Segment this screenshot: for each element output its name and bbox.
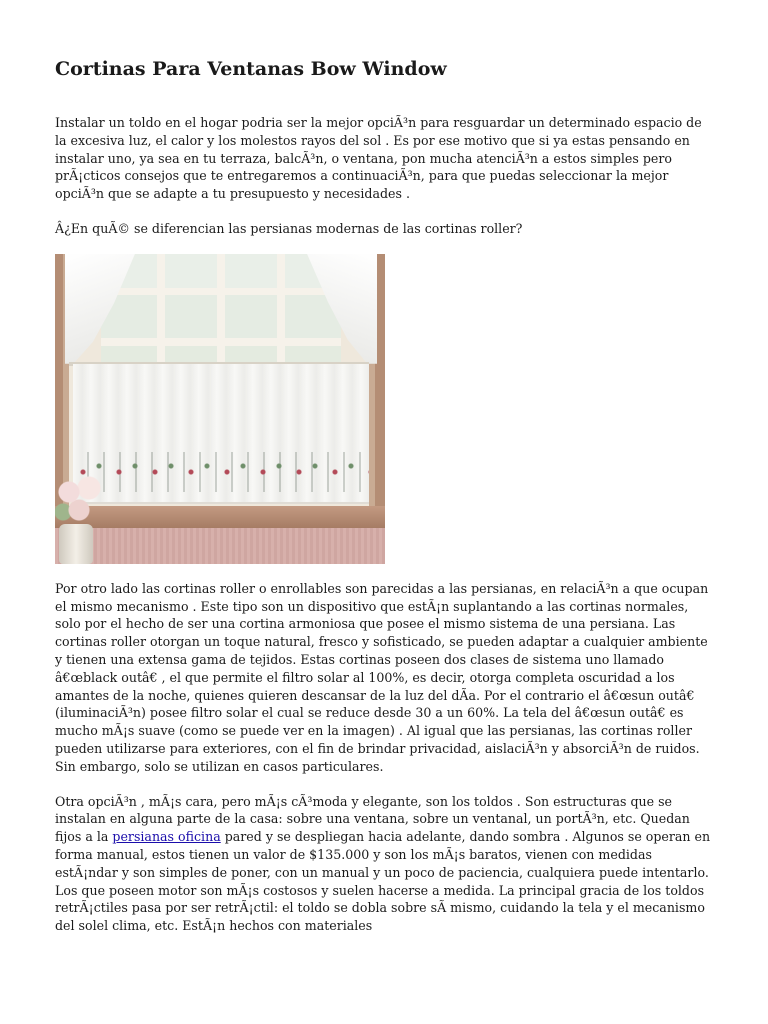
toldos-text-start: Otra opciÃ³n , mÃ¡s cara, pero mÃ¡s cÃ³moda y elegante, son los toldos . Son estructuras que se instalan en alguna parte de la casa: sobre una ventana, sobre un ventanal, un portÃ³n, etc. Quedan fijos a la: [55, 793, 690, 845]
toldos-paragraph: [55, 793, 715, 935]
document-page: [55, 56, 715, 935]
roller-paragraph: Por otro lado las cortinas roller o enrollables son parecidas a las persianas, en relaciÃ³n a que ocupan el mismo mecanismo . Este tipo son un dispositivo que estÃ¡n suplantando a las cortinas normales, solo por el hecho de ser una cortina armoniosa que posee el mismo sistema de una persiana. Las cortinas roller otorgan un toque natural, fresco y sofisticado, se pueden adaptar a cualquier ambiente y tienen una extensa gama de tejidos. Estas cortinas poseen dos clases de sistema uno llamado â€œblack outâ€ , el que permite el filtro solar al 100%, es decir, otorga completa oscuridad a los amantes de la noche, quienes quieren descansar de la luz del dÃa. Por el contrario el â€œsun outâ€(iluminaciÃ³n) posee filtro solar el cual se reduce desde 30 a un 60%. La tela del â€œsun outâ€ es mucho mÃ¡s suave (como se puede ver en la imagen) . Al igual que las persianas, las cortinas roller pueden utilizarse para exteriores, con el fin de brindar privacidad, aislaciÃ³n y absorciÃ³n de ruidos. Sin embargo, solo se utilizan en casos particulares.: [55, 580, 709, 774]
toldos-text-end: pared y se despliegan hacia adelante, dando sombra . Algunos se operan en forma manual, estos tienen un valor de $135.000 y son los mÃ¡s baratos, vienen con medidas estÃ¡ndar y son simples de poner, con un manual y un poco de paciencia, cualquiera puede intentarlo. Los que poseen motor son mÃ¡s costosos y suelen hacerse a medida. La principal gracia de los toldos retrÃ¡ctiles pasa por ser retrÃ¡ctil: el toldo se dobla sobre sÃ mismo, cuidando la tela y el mecanismo del solel clima, etc. EstÃ¡n hechos con materiales: [55, 829, 711, 934]
question-paragraph: Â¿En quÃ© se diferencian las persianas modernas de las cortinas roller?: [55, 220, 523, 236]
curtain-photo: [55, 254, 385, 564]
page-title: Cortinas Para Ventanas Bow Window: [55, 58, 447, 80]
vase: [59, 524, 93, 564]
intro-paragraph: Instalar un toldo en el hogar podria ser la mejor opciÃ³n para resguardar un determinado espacio de la excesiva luz, el calor y los molestos rayos del sol . Es por ese motivo que si ya estas pensando en instalar uno, ya sea en tu terraza, balcÃ³n, o ventana, pon mucha atenciÃ³n a estos simples pero prÃ¡cticos consejos que te entregaremos a continuaciÃ³n, para que puedas seleccionar la mejor opciÃ³n que se adapte a tu presupuesto y necesidades .: [55, 115, 702, 202]
embroidery-border: [73, 452, 369, 492]
window-panes: [101, 254, 341, 374]
persianas-oficina-link[interactable]: persianas oficina: [112, 829, 221, 845]
